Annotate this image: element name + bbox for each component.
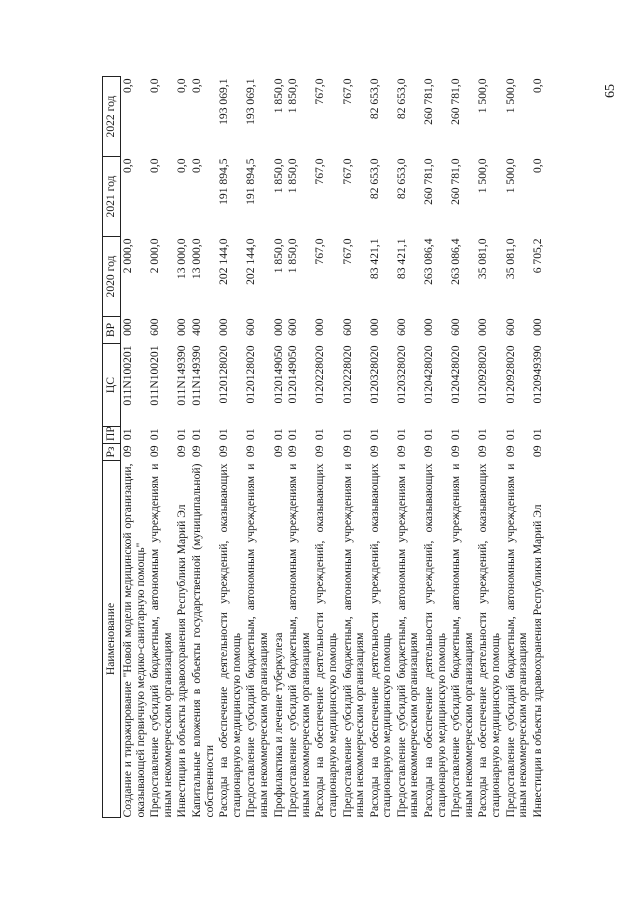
table-row bbox=[368, 77, 395, 818]
row-vr-cell: 000 bbox=[422, 318, 436, 336]
row-name-cell: Предоставление субсидий бюджетным, автономным учреждениям и иным некоммерческим организациям bbox=[148, 463, 174, 818]
row-name-cell: Предоставление субсидий бюджетным, автономным учреждениям и иным некоммерческим организациям bbox=[503, 463, 530, 818]
table-row bbox=[175, 77, 190, 818]
row-rz-cell: 09 bbox=[367, 445, 381, 458]
row-vr-cell: 400 bbox=[189, 318, 203, 336]
row-pr-cell: 01 bbox=[503, 428, 517, 441]
table-row bbox=[504, 77, 531, 818]
table-row bbox=[286, 77, 313, 818]
table-row bbox=[148, 77, 175, 818]
row-2020-cell: 263 086,4 bbox=[422, 238, 436, 285]
row-pr-cell: 01 bbox=[271, 428, 285, 441]
row-name-cell: Расходы на обеспечение деятельности учреждений, оказывающих стационарную медицинскую помощь bbox=[313, 463, 339, 818]
row-2022-cell: 260 781,0 bbox=[422, 78, 436, 125]
row-cs-cell: 0120428020 bbox=[449, 345, 463, 404]
row-name-cell: Предоставление субсидий бюджетным, автономным учреждениям и иным некоммерческим организациям bbox=[244, 463, 270, 818]
header-cs: ЦС bbox=[103, 344, 121, 427]
row-name-cell: Предоставление субсидий бюджетным, автономным учреждениям и иным некоммерческим организациям bbox=[449, 463, 475, 818]
row-2022-cell: 260 781,0 bbox=[449, 78, 463, 125]
row-vr-cell: 000 bbox=[367, 318, 381, 336]
row-2020-cell: 6 705,2 bbox=[530, 238, 544, 274]
row-name-cell: Предоставление субсидий бюджетным, автономным учреждениям и иным некоммерческим организациям bbox=[340, 463, 367, 818]
row-2022-cell: 0,0 bbox=[530, 78, 544, 93]
budget-table-container bbox=[102, 77, 579, 818]
row-2020-cell: 202 144,0 bbox=[217, 238, 231, 285]
row-vr-cell: 600 bbox=[394, 318, 408, 336]
row-rz-cell: 09 bbox=[340, 445, 354, 458]
header-rz: Рз bbox=[103, 444, 121, 461]
page-number: 65 bbox=[603, 84, 618, 98]
row-name-cell: Капитальные вложения в объекты государственной (муниципальной) собственности bbox=[189, 463, 216, 818]
row-2021-cell: 1 850,0 bbox=[286, 158, 300, 194]
row-vr-cell: 000 bbox=[217, 318, 231, 336]
row-name-cell: Создание и тиражирование "Новой модели медицинской организации, оказывающей первичную медико-санитарную помощь" bbox=[121, 463, 147, 818]
budget-table bbox=[102, 76, 545, 818]
row-rz-cell: 09 bbox=[530, 445, 544, 458]
table-row bbox=[190, 77, 217, 818]
row-pr-cell: 01 bbox=[286, 428, 300, 441]
row-2021-cell: 1 500,0 bbox=[503, 158, 517, 194]
row-cs-cell: 0120228020 bbox=[340, 345, 354, 404]
row-pr-cell: 01 bbox=[530, 428, 544, 441]
row-2022-cell: 0,0 bbox=[121, 78, 134, 93]
row-cs-cell: 011N100201 bbox=[148, 345, 162, 406]
table-body bbox=[121, 77, 546, 818]
row-pr-cell: 01 bbox=[121, 428, 134, 441]
row-pr-cell: 01 bbox=[422, 428, 436, 441]
row-vr-cell: 600 bbox=[244, 318, 258, 336]
row-rz-cell: 09 bbox=[175, 445, 189, 458]
row-vr-cell: 600 bbox=[449, 318, 463, 336]
row-cs-cell: 011N100201 bbox=[121, 345, 134, 406]
row-vr-cell: 000 bbox=[476, 318, 490, 336]
row-cs-cell: 011N149390 bbox=[175, 345, 189, 406]
row-cs-cell: 0120949390 bbox=[530, 345, 544, 404]
row-pr-cell: 01 bbox=[148, 428, 162, 441]
row-2021-cell: 0,0 bbox=[121, 158, 134, 173]
row-2022-cell: 1 850,0 bbox=[271, 78, 285, 114]
row-rz-cell: 09 bbox=[476, 445, 490, 458]
row-2021-cell: 191 894,5 bbox=[217, 158, 231, 205]
row-name-cell: Расходы на обеспечение деятельности учреждений, оказывающих стационарную медицинскую помощь bbox=[367, 463, 394, 818]
row-cs-cell: 0120149050 bbox=[271, 345, 285, 404]
row-2021-cell: 191 894,5 bbox=[244, 158, 258, 205]
row-2021-cell: 260 781,0 bbox=[422, 158, 436, 205]
row-2022-cell: 0,0 bbox=[189, 78, 203, 93]
row-cs-cell: 0120328020 bbox=[394, 345, 408, 404]
row-2020-cell: 767,0 bbox=[313, 238, 327, 265]
row-name-cell: Предоставление субсидий бюджетным, автономным учреждениям и иным некоммерческим организациям bbox=[394, 463, 421, 818]
row-name-cell: Расходы на обеспечение деятельности учреждений, оказывающих стационарную медицинскую помощь bbox=[476, 463, 503, 818]
table-row bbox=[244, 77, 271, 818]
row-cs-cell: 0120128020 bbox=[217, 345, 231, 404]
row-name-cell: Инвестиции в объекты здравоохранения Республики Марий Эл bbox=[175, 504, 189, 818]
table-row bbox=[217, 77, 244, 818]
row-cs-cell: 0120228020 bbox=[313, 345, 327, 404]
row-2020-cell: 83 421,1 bbox=[367, 238, 381, 280]
row-2021-cell: 82 653,0 bbox=[367, 158, 381, 200]
header-2022: 2022 год bbox=[103, 77, 121, 157]
row-rz-cell: 09 bbox=[244, 445, 258, 458]
row-2020-cell: 202 144,0 bbox=[244, 238, 258, 285]
row-name-cell: Инвестиции в объекты здравоохранения Республики Марий Эл bbox=[530, 504, 544, 818]
row-2020-cell: 1 850,0 bbox=[271, 238, 285, 274]
row-2021-cell: 767,0 bbox=[340, 158, 354, 185]
row-2021-cell: 767,0 bbox=[313, 158, 327, 185]
row-2022-cell: 193 069,1 bbox=[244, 78, 258, 125]
row-rz-cell: 09 bbox=[189, 445, 203, 458]
row-cs-cell: 0120149050 bbox=[286, 345, 300, 404]
row-2022-cell: 82 653,0 bbox=[394, 78, 408, 120]
row-2021-cell: 0,0 bbox=[530, 158, 544, 173]
table-row bbox=[531, 77, 546, 818]
row-cs-cell: 0120128020 bbox=[244, 345, 258, 404]
row-2020-cell: 263 086,4 bbox=[449, 238, 463, 285]
row-2022-cell: 0,0 bbox=[148, 78, 162, 93]
table-row bbox=[272, 77, 287, 818]
row-2022-cell: 767,0 bbox=[313, 78, 327, 105]
row-pr-cell: 01 bbox=[175, 428, 189, 441]
row-2022-cell: 1 500,0 bbox=[503, 78, 517, 114]
row-vr-cell: 600 bbox=[503, 318, 517, 336]
row-cs-cell: 0120928020 bbox=[476, 345, 490, 404]
row-pr-cell: 01 bbox=[340, 428, 354, 441]
row-name-cell: Расходы на обеспечение деятельности учреждений, оказывающих стационарную медицинскую помощь bbox=[422, 463, 448, 818]
row-pr-cell: 01 bbox=[244, 428, 258, 441]
row-vr-cell: 600 bbox=[286, 318, 300, 336]
row-2020-cell: 767,0 bbox=[340, 238, 354, 265]
row-rz-cell: 09 bbox=[394, 445, 408, 458]
table-row bbox=[341, 77, 368, 818]
row-pr-cell: 01 bbox=[367, 428, 381, 441]
row-rz-cell: 09 bbox=[148, 445, 162, 458]
row-vr-cell: 000 bbox=[271, 318, 285, 336]
row-2020-cell: 2 000,0 bbox=[148, 238, 162, 274]
row-2021-cell: 0,0 bbox=[175, 158, 189, 173]
row-rz-cell: 09 bbox=[217, 445, 231, 458]
row-2020-cell: 2 000,0 bbox=[121, 238, 134, 274]
table-row bbox=[476, 77, 503, 818]
header-pr: ПР bbox=[103, 427, 121, 444]
row-2021-cell: 0,0 bbox=[148, 158, 162, 173]
table-header bbox=[103, 77, 121, 818]
row-rz-cell: 09 bbox=[313, 445, 327, 458]
row-2021-cell: 82 653,0 bbox=[394, 158, 408, 200]
header-2020: 2020 год bbox=[103, 237, 121, 317]
row-pr-cell: 01 bbox=[217, 428, 231, 441]
row-2022-cell: 82 653,0 bbox=[367, 78, 381, 120]
row-pr-cell: 01 bbox=[476, 428, 490, 441]
row-cs-cell: 0120428020 bbox=[422, 345, 436, 404]
row-vr-cell: 000 bbox=[121, 318, 134, 336]
row-2022-cell: 0,0 bbox=[175, 78, 189, 93]
row-pr-cell: 01 bbox=[394, 428, 408, 441]
row-rz-cell: 09 bbox=[503, 445, 517, 458]
row-2022-cell: 767,0 bbox=[340, 78, 354, 105]
row-2021-cell: 0,0 bbox=[189, 158, 203, 173]
row-cs-cell: 0120328020 bbox=[367, 345, 381, 404]
row-vr-cell: 000 bbox=[313, 318, 327, 336]
row-2020-cell: 35 081,0 bbox=[503, 238, 517, 280]
row-2020-cell: 13 000,0 bbox=[189, 238, 203, 280]
row-cs-cell: 0120928020 bbox=[503, 345, 517, 404]
row-rz-cell: 09 bbox=[271, 445, 285, 458]
row-2022-cell: 193 069,1 bbox=[217, 78, 231, 125]
row-2021-cell: 1 850,0 bbox=[271, 158, 285, 194]
row-rz-cell: 09 bbox=[422, 445, 436, 458]
row-name-cell: Профилактика и лечение туберкулеза bbox=[271, 632, 285, 818]
row-vr-cell: 600 bbox=[340, 318, 354, 336]
row-pr-cell: 01 bbox=[189, 428, 203, 441]
row-2020-cell: 83 421,1 bbox=[394, 238, 408, 280]
row-2021-cell: 1 500,0 bbox=[476, 158, 490, 194]
row-2022-cell: 1 500,0 bbox=[476, 78, 490, 114]
table-row bbox=[449, 77, 476, 818]
row-vr-cell: 000 bbox=[175, 318, 189, 336]
row-2020-cell: 13 000,0 bbox=[175, 238, 189, 280]
row-name-cell: Предоставление субсидий бюджетным, автономным учреждениям и иным некоммерческим организациям bbox=[286, 463, 312, 818]
row-2021-cell: 260 781,0 bbox=[449, 158, 463, 205]
row-vr-cell: 000 bbox=[530, 318, 544, 336]
row-2020-cell: 35 081,0 bbox=[476, 238, 490, 280]
row-rz-cell: 09 bbox=[121, 445, 134, 458]
table-row bbox=[395, 77, 422, 818]
row-rz-cell: 09 bbox=[449, 445, 463, 458]
row-rz-cell: 09 bbox=[286, 445, 300, 458]
header-vr: ВР bbox=[103, 317, 121, 344]
row-vr-cell: 600 bbox=[148, 318, 162, 336]
table-row bbox=[121, 77, 149, 818]
header-name: Наименование bbox=[103, 461, 121, 818]
row-name-cell: Расходы на обеспечение деятельности учреждений, оказывающих стационарную медицинскую помощь bbox=[217, 463, 243, 818]
row-pr-cell: 01 bbox=[313, 428, 327, 441]
table-row bbox=[313, 77, 340, 818]
header-2021: 2021 год bbox=[103, 157, 121, 237]
row-2020-cell: 1 850,0 bbox=[286, 238, 300, 274]
row-cs-cell: 011N149390 bbox=[189, 345, 203, 406]
table-row bbox=[422, 77, 449, 818]
row-2022-cell: 1 850,0 bbox=[286, 78, 300, 114]
row-pr-cell: 01 bbox=[449, 428, 463, 441]
